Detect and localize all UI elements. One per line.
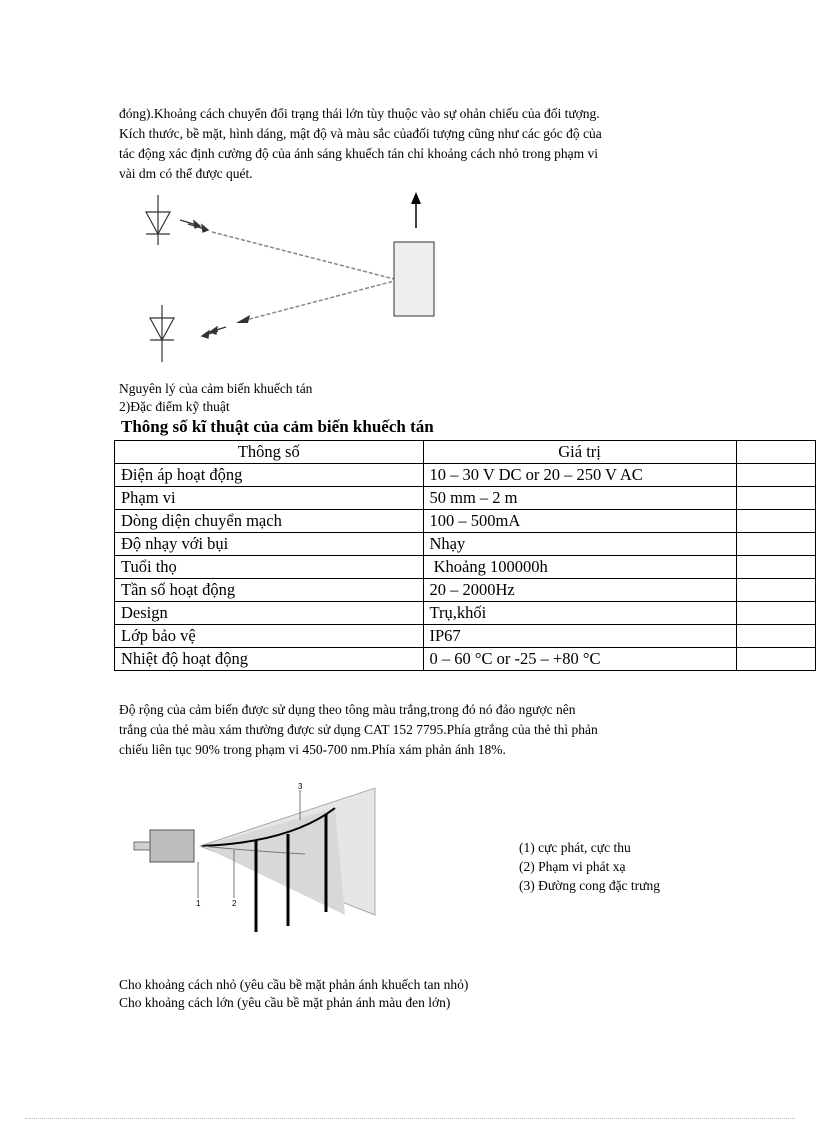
- param-cell: Phạm vi: [115, 487, 424, 510]
- legend-item: (3) Đường cong đặc trưng: [519, 878, 660, 893]
- closing-line: Cho khoảng cách nhỏ (yêu cầu bề mặt phản ánh khuếch tan nhỏ): [119, 977, 469, 992]
- table-row: [115, 648, 816, 671]
- reflected-arrowhead-icon: [236, 315, 250, 323]
- param-cell: Tần số hoạt động: [115, 579, 424, 602]
- legend-item: (2) Phạm vi phát xạ: [519, 859, 626, 874]
- value-cell: 0 – 60 °C or -25 – +80 °C: [423, 648, 736, 671]
- second-line: trắng của thẻ màu xám thường được sử dụng CAT 152 7795.Phía gtrắng của thẻ thì phản: [119, 722, 598, 737]
- header-extra: [736, 441, 815, 464]
- table-row: [115, 533, 816, 556]
- intro-line: tác động xác định cường độ của ánh sáng khuếch tán chỉ khoảng cách nhỏ trong phạm vi: [119, 146, 598, 161]
- value-cell: 50 mm – 2 m: [423, 487, 736, 510]
- extra-cell: [736, 602, 815, 625]
- table-row: [115, 602, 816, 625]
- value-cell: 100 – 500mA: [423, 510, 736, 533]
- extra-cell: [736, 556, 815, 579]
- closing-line: Cho khoảng cách lớn (yêu cầu bề mặt phản ánh màu đen lớn): [119, 995, 451, 1010]
- extra-cell: [736, 579, 815, 602]
- table-row: [115, 579, 816, 602]
- table-header-row: [115, 441, 816, 464]
- table-row: [115, 556, 816, 579]
- extra-cell: [736, 487, 815, 510]
- value-cell: IP67: [423, 625, 736, 648]
- param-cell: Tuổi thọ: [115, 556, 424, 579]
- reflected-beam: [246, 280, 398, 320]
- intro-line: đóng).Khoảng cách chuyển đổi trạng thái lớn tùy thuộc vào sự ohản chiếu của đối tượng.: [119, 106, 600, 121]
- value-cell: 10 – 30 V DC or 20 – 250 V AC: [423, 464, 736, 487]
- receive-arrows-icon: [202, 327, 226, 338]
- sensor-tail: [134, 842, 150, 850]
- header-value: Giá trị: [423, 441, 736, 464]
- extra-cell: [736, 533, 815, 556]
- param-cell: Điện áp hoạt động: [115, 464, 424, 487]
- label-2: 2: [232, 899, 237, 908]
- extra-cell: [736, 464, 815, 487]
- value-cell: Trụ,khối: [423, 602, 736, 625]
- table-title: Thông số kĩ thuật của cảm biến khuếch tán: [121, 417, 434, 436]
- diffuse-principle-diagram: [130, 190, 450, 370]
- param-cell: Nhiệt độ hoạt động: [115, 648, 424, 671]
- param-cell: Độ nhạy với bụi: [115, 533, 424, 556]
- table-row: [115, 487, 816, 510]
- section-heading: 2)Đặc điểm kỹ thuật: [119, 399, 230, 414]
- incident-beam: [212, 232, 398, 280]
- figure1-caption: Nguyên lý của cảm biến khuếch tán: [119, 381, 313, 396]
- sensor-body: [150, 830, 194, 862]
- value-cell: Khoảng 100000h: [423, 556, 736, 579]
- param-cell: Design: [115, 602, 424, 625]
- value-cell: Nhạy: [423, 533, 736, 556]
- param-cell: Dòng diện chuyển mạch: [115, 510, 424, 533]
- second-line: chiếu liên tục 90% trong phạm vi 450-700 nm.Phía xám phản ánh 18%.: [119, 742, 506, 757]
- value-cell: 20 – 2000Hz: [423, 579, 736, 602]
- label-3: 3: [298, 782, 303, 791]
- label-1: 1: [196, 899, 201, 908]
- param-cell: Lớp bảo vệ: [115, 625, 424, 648]
- up-arrow-icon: [411, 192, 421, 228]
- table-row: [115, 464, 816, 487]
- extra-cell: [736, 625, 815, 648]
- emitter-diode: [146, 195, 170, 245]
- emit-arrows-icon: [180, 220, 208, 232]
- target-object: [394, 242, 434, 316]
- second-paragraph: [119, 700, 694, 760]
- second-line: Độ rộng của cảm biến được sử dụng theo tông màu trắng,trong đó nó đảo ngược nên: [119, 702, 576, 717]
- emission-range-diagram: [130, 780, 390, 940]
- header-param: Thông số: [115, 441, 424, 464]
- page-bottom-border: [25, 1118, 795, 1119]
- extra-cell: [736, 510, 815, 533]
- table-row: [115, 625, 816, 648]
- figure2-legend: [519, 838, 660, 895]
- intro-line: vài dm có thể được quét.: [119, 166, 253, 181]
- table-row: [115, 510, 816, 533]
- spec-table: [114, 440, 816, 671]
- intro-line: Kích thước, bề mặt, hình dáng, mật độ và màu sắc củađối tượng cũng như các góc độ của: [119, 126, 602, 141]
- intro-paragraph: [119, 104, 694, 184]
- legend-item: (1) cực phát, cực thu: [519, 840, 631, 855]
- extra-cell: [736, 648, 815, 671]
- receiver-diode: [150, 305, 174, 362]
